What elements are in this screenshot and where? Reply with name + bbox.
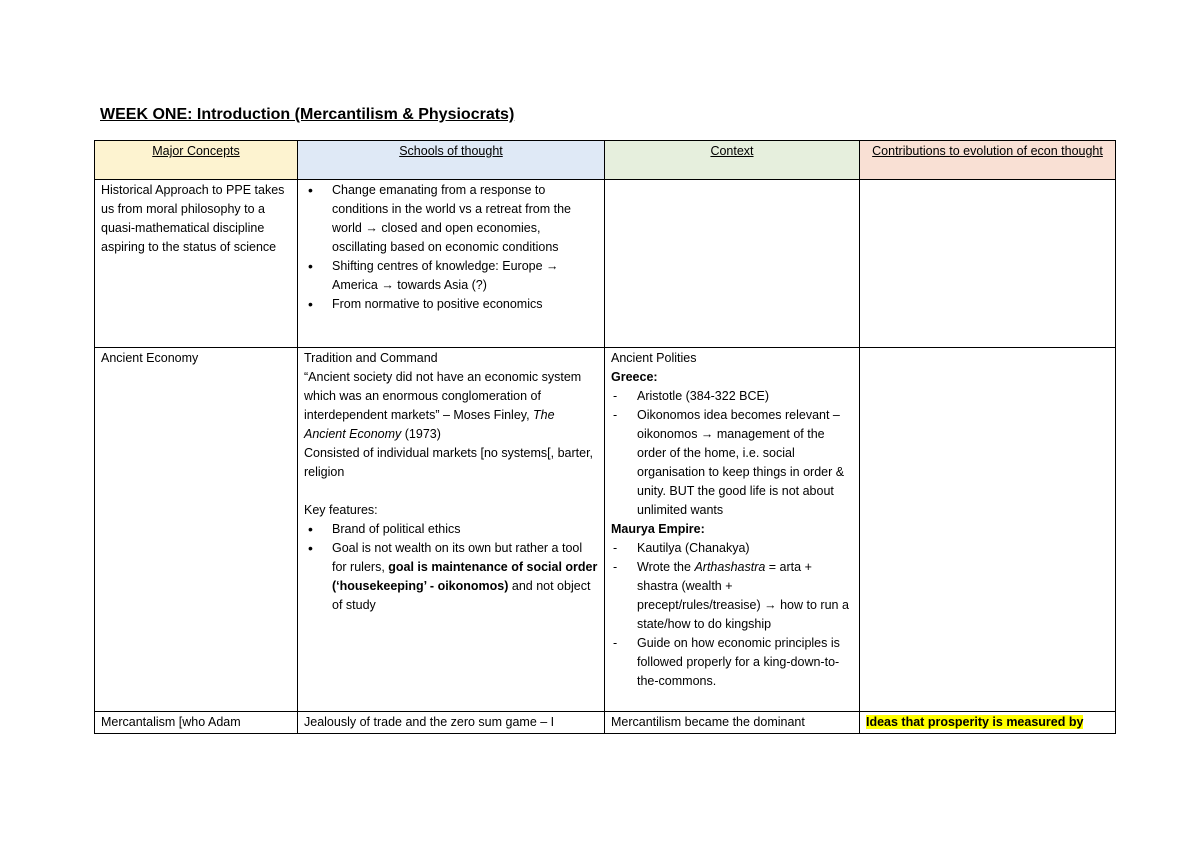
schools-cell bbox=[298, 348, 605, 712]
goal-end-text: and not object of study bbox=[332, 579, 591, 612]
contributions-cell bbox=[860, 712, 1116, 734]
key-features-label: Key features: bbox=[304, 503, 378, 517]
wrote-text: Wrote the bbox=[637, 560, 695, 574]
schools-list bbox=[304, 181, 598, 314]
goal-bold-text: goal is maintenance of social order (‘housekeeping’ - oikonomos) bbox=[332, 560, 598, 593]
list-item: • From normative to positive economics bbox=[304, 295, 598, 314]
document-title: WEEK ONE: Introduction (Mercantilism & Physiocrats) bbox=[100, 106, 515, 123]
list-item: - Guide on how economic principles is followed properly for a king-down-to-the-commons. bbox=[611, 634, 853, 691]
header-schools-of-thought: Schools of thought bbox=[298, 141, 605, 180]
contributions-cell bbox=[860, 180, 1116, 348]
arthashastra-text: = arta + shastra (wealth + precept/rules/treasise) → how to run a state/how to do kingship bbox=[637, 560, 849, 631]
highlighted-text: Ideas that prosperity is measured by bbox=[866, 715, 1084, 729]
quote-text: “Ancient society did not have an economic system which was an enormous conglomeration of interdependent markets” – Moses Finley, bbox=[304, 370, 582, 422]
book-title: The Ancient Economy bbox=[304, 408, 555, 441]
consisted-text: Consisted of individual markets [no systems[, barter, religion bbox=[304, 446, 594, 479]
concept-cell: Mercantalism [who Adam bbox=[95, 712, 298, 734]
ancient-polities-label: Ancient Polities bbox=[611, 351, 697, 365]
finley-quote bbox=[304, 368, 598, 444]
header-contributions: Contributions to evolution of econ thought bbox=[860, 141, 1116, 180]
concept-cell: Historical Approach to PPE takes us from moral philosophy to a quasi-mathematical discipline aspiring to the status of science bbox=[95, 180, 298, 348]
list-item: - Oikonomos idea becomes relevant – oikonomos → management of the order of the home, i.e. social organisation to keep things in order & unity. BUT the good life is not about unlimited wants bbox=[611, 406, 853, 520]
context-cell bbox=[605, 348, 860, 712]
maurya-list bbox=[611, 539, 853, 691]
header-major-concepts: Major Concepts bbox=[95, 141, 298, 180]
concept-cell: Ancient Economy bbox=[95, 348, 298, 712]
schools-cell bbox=[298, 180, 605, 348]
header-context: Context bbox=[605, 141, 860, 180]
maurya-label: Maurya Empire: bbox=[611, 522, 705, 536]
list-item: - Aristotle (384-322 BCE) bbox=[611, 387, 853, 406]
list-item: - Kautilya (Chanakya) bbox=[611, 539, 853, 558]
greece-list bbox=[611, 387, 853, 520]
book-year: (1973) bbox=[401, 427, 441, 441]
goal-text: Goal is not wealth on its own but rather a tool for rulers, bbox=[332, 541, 583, 574]
notes-table bbox=[94, 140, 1116, 734]
schools-cell: Jealously of trade and the zero sum game – I bbox=[298, 712, 605, 734]
context-cell bbox=[605, 180, 860, 348]
table-row bbox=[95, 712, 1116, 734]
contributions-cell bbox=[860, 348, 1116, 712]
context-cell: Mercantilism became the dominant bbox=[605, 712, 860, 734]
list-item bbox=[611, 558, 853, 634]
table-header-row bbox=[95, 141, 1116, 180]
key-features-list bbox=[304, 520, 598, 615]
list-item: • Shifting centres of knowledge: Europe → America → towards Asia (?) bbox=[304, 257, 598, 295]
table-row bbox=[95, 348, 1116, 712]
list-item: • Change emanating from a response to conditions in the world vs a retreat from the world → closed and open economies, oscillating based on economic conditions bbox=[304, 181, 598, 257]
table-row bbox=[95, 180, 1116, 348]
list-item bbox=[304, 539, 598, 615]
arthashastra-title: Arthashastra bbox=[694, 560, 766, 574]
greece-label: Greece: bbox=[611, 370, 658, 384]
tradition-text: Tradition and Command bbox=[304, 351, 438, 365]
list-item: • Brand of political ethics bbox=[304, 520, 598, 539]
